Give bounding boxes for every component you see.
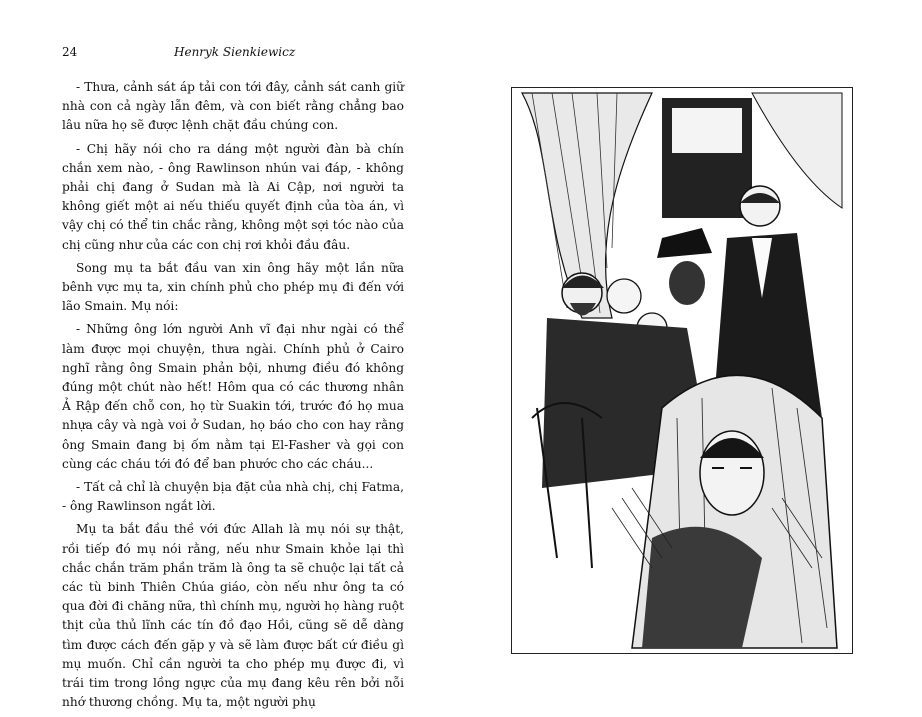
running-title: Henryk Sienkiewicz bbox=[174, 45, 296, 59]
paragraph-5: - Tất cả chỉ là chuyện bịa đặt của nhà chị, chị Fatma, - ông Rawlinson ngắt lời. bbox=[62, 480, 404, 514]
boy-head bbox=[607, 279, 641, 313]
page-header bbox=[62, 45, 410, 65]
illustration-drawing bbox=[512, 88, 852, 653]
paragraph-6: Mụ ta bắt đầu thề với đức Allah là mụ nói sự thật, rồi tiếp đó mụ nói rằng, nếu như Smain khỏe lại thì chắc chắn trăm phần trăm là ông ta sẽ chuộc lại tất cả các tù binh Thiên Chúa giáo, còn nếu như ông ta có qua đời đi chăng nữa, thì chính mụ, người họ hàng ruột thịt của thủ lĩnh các tín đồ đạo Hồi, cũng sẽ dễ dàng tìm được cách đến gặp y và sẽ làm được bất cứ điều gì mụ muốn. Chỉ cần người ta cho phép mụ được đi, vì trái tim trong lồng ngực của mụ đang kêu rên bởi nỗi nhớ thương chồng. Mụ ta, một người phụ bbox=[62, 522, 404, 710]
lamp-base bbox=[669, 261, 705, 305]
page-number: 24 bbox=[62, 45, 78, 59]
man-head bbox=[740, 186, 780, 226]
woman-shoulders bbox=[642, 527, 762, 648]
paragraph-1: - Thưa, cảnh sát áp tải con tới đây, cảnh sát canh giữ nhà con cả ngày lẫn đêm, và con biết rằng chẳng bao lâu nữa họ sẽ được lệnh chặt đầu chúng con. bbox=[62, 80, 404, 133]
window-pane bbox=[672, 108, 742, 153]
paragraph-3: Song mụ ta bắt đầu van xin ông hãy một lần nữa bênh vực mụ ta, xin chính phủ cho phép mụ đi đến với lão Smain. Mụ nói: bbox=[62, 260, 404, 314]
body-text bbox=[62, 78, 404, 717]
lamp-shade bbox=[657, 228, 712, 258]
paragraph-4: - Những ông lớn người Anh vĩ đại như ngài có thể làm được mọi chuyện, thưa ngài. Chính phủ ở Cairo nghĩ rằng ông Smain phản bội, nhưng điều đó không đúng một chút nào hết! Hôm qua có các thương nhân Ả Rập đến chỗ con, họ từ Suakin tới, trước đó họ mua nhựa cây và ngà voi ở Sudan, họ báo cho con hay rằng ông Smain đang bị ốm nằm tại El-Fasher và gọi con cùng các cháu tới đó để ban phước cho các cháu... bbox=[62, 322, 404, 471]
right-page bbox=[470, 0, 922, 700]
illustration bbox=[511, 87, 853, 654]
paragraph-2: - Chị hãy nói cho ra dáng một người đàn bà chín chắn xem nào, - ông Rawlinson nhún vai đáp, - không phải chị đang ở Sudan mà là Ai Cập, nơi người ta không giết một ai nếu thiếu quyết định của tòa án, vì vậy chị có thể tin chắc rằng, không một sợi tóc nào của chị cũng như của các con chị rơi khỏi đầu đâu. bbox=[62, 141, 404, 252]
